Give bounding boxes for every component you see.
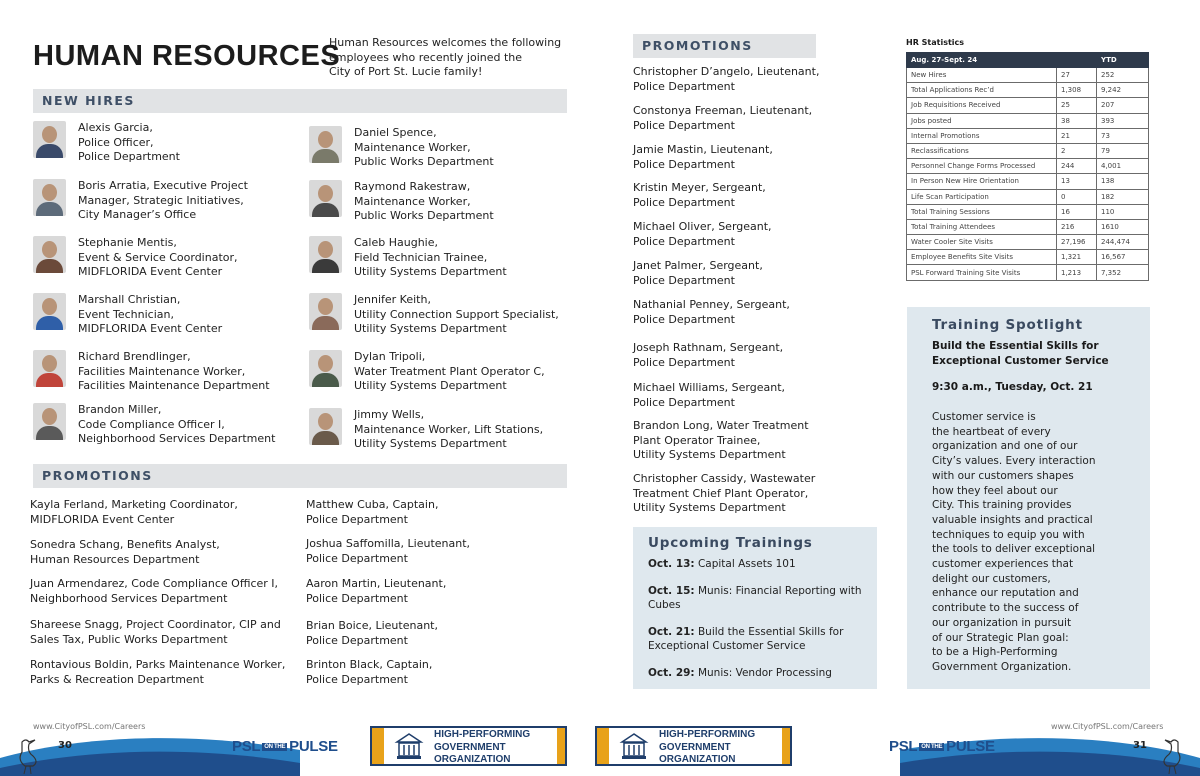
- stats-period-value: 216: [1057, 219, 1097, 234]
- new-hire-entry: [33, 179, 248, 223]
- new-hire-line: Public Works Department: [354, 209, 494, 222]
- new-hire-entry: [309, 350, 545, 394]
- city-hall-icon: [384, 728, 434, 764]
- new-hire-line: Alexis Garcia,: [78, 121, 153, 134]
- stats-label: PSL Forward Training Site Visits: [907, 265, 1057, 280]
- promotion-line: Rontavious Boldin, Parks Maintenance Worker,: [30, 658, 286, 671]
- upcoming-training-item: [648, 584, 862, 612]
- new-hire-line: Event Technician,: [78, 307, 174, 321]
- stats-title: HR Statistics: [906, 38, 965, 47]
- promotion-line: Aaron Martin, Lieutenant,: [306, 577, 447, 590]
- stats-label: Total Training Attendees: [907, 219, 1057, 234]
- stats-ytd-value: 182: [1097, 189, 1149, 204]
- promotions-heading-right: PROMOTIONS: [633, 34, 816, 58]
- page-title: HUMAN RESOURCES: [33, 40, 341, 72]
- promotion-entry: [633, 143, 773, 172]
- promotion-line: Shareese Snagg, Project Coordinator, CIP and: [30, 618, 281, 631]
- hpgo-badge-left: HIGH-PERFORMING GOVERNMENT ORGANIZATION: [370, 726, 567, 766]
- stats-ytd-value: 16,567: [1097, 250, 1149, 265]
- stats-ytd-value: 79: [1097, 143, 1149, 158]
- spotlight-body-line: valuable insights and practical: [932, 513, 1093, 526]
- stats-period-value: 2: [1057, 143, 1097, 158]
- stats-row: [907, 265, 1149, 280]
- spotlight-body-line: contribute to the success of: [932, 602, 1079, 615]
- stats-row: [907, 128, 1149, 143]
- stats-period-value: 0: [1057, 189, 1097, 204]
- new-hire-line: MIDFLORIDA Event Center: [78, 322, 223, 335]
- footer-url-left[interactable]: www.CityofPSL.com/Careers: [33, 722, 146, 731]
- stats-period-value: 13: [1057, 174, 1097, 189]
- promotion-line: Brandon Long, Water Treatment: [633, 419, 809, 432]
- new-hire-line: Event & Service Coordinator,: [78, 250, 238, 264]
- stats-header-ytd: YTD: [1097, 53, 1149, 68]
- new-hire-line: Marshall Christian,: [78, 293, 181, 306]
- psl-pulse-logo-left: PSL ON THE PULSE: [232, 738, 338, 755]
- stats-header-row: [907, 53, 1149, 68]
- spotlight-body-line: our organization in pursuit: [932, 616, 1072, 629]
- spotlight-body-line: the tools to deliver exceptional: [932, 543, 1096, 556]
- new-hire-entry: [309, 126, 494, 170]
- new-hire-text: [78, 293, 222, 337]
- stats-ytd-value: 7,352: [1097, 265, 1149, 280]
- employee-photo: [309, 408, 342, 445]
- new-hire-text: [354, 293, 559, 337]
- promotion-entry: [30, 658, 285, 687]
- stats-ytd-value: 393: [1097, 113, 1149, 128]
- spotlight-body-line: delight our customers,: [932, 572, 1051, 585]
- stats-label: Personnel Change Forms Processed: [907, 159, 1057, 174]
- stats-row: [907, 68, 1149, 83]
- stats-period-value: 38: [1057, 113, 1097, 128]
- new-hire-line: Police Department: [78, 150, 180, 163]
- new-hire-line: Maintenance Worker,: [354, 140, 471, 154]
- stats-label: Employee Benefits Site Visits: [907, 250, 1057, 265]
- promotion-line: MIDFLORIDA Event Center: [30, 512, 175, 526]
- promotion-entry: [306, 498, 438, 527]
- promotion-line: Matthew Cuba, Captain,: [306, 498, 439, 511]
- new-hire-text: [354, 236, 507, 280]
- new-hire-line: Boris Arratia, Executive Project: [78, 179, 248, 192]
- promotion-line: Juan Armendarez, Code Compliance Officer I,: [30, 577, 279, 590]
- upcoming-trainings-box: [633, 527, 877, 689]
- promotion-line: Kristin Meyer, Sergeant,: [633, 181, 766, 194]
- promotion-line: Sonedra Schang, Benefits Analyst,: [30, 538, 220, 551]
- training-title: Build the Essential Skills for Exceptional Customer Service: [648, 626, 844, 652]
- stats-row: [907, 250, 1149, 265]
- new-hire-line: Code Compliance Officer I,: [78, 417, 225, 431]
- stats-row: [907, 113, 1149, 128]
- training-date: Oct. 21:: [648, 626, 695, 638]
- heron-icon: [12, 736, 44, 774]
- promotion-entry: [633, 65, 819, 94]
- employee-photo: [309, 126, 342, 163]
- new-hire-line: Field Technician Trainee,: [354, 250, 488, 264]
- employee-photo: [309, 236, 342, 273]
- stats-ytd-value: 252: [1097, 68, 1149, 83]
- stats-label: Water Cooler Site Visits: [907, 235, 1057, 250]
- spotlight-body-line: techniques to equip you with: [932, 528, 1085, 541]
- promotion-line: Police Department: [306, 672, 408, 686]
- stats-row: [907, 235, 1149, 250]
- stats-label: Total Training Sessions: [907, 204, 1057, 219]
- new-hire-line: Maintenance Worker, Lift Stations,: [354, 422, 544, 436]
- new-hire-line: Facilities Maintenance Department: [78, 379, 270, 392]
- spotlight-body-line: with our customers shapes: [932, 469, 1074, 482]
- new-hire-text: [354, 180, 494, 224]
- stats-period-value: 244: [1057, 159, 1097, 174]
- new-hire-line: Police Officer,: [78, 135, 154, 149]
- promotion-line: Parks & Recreation Department: [30, 672, 204, 686]
- upcoming-training-item: [648, 666, 862, 680]
- spotlight-body-line: the heartbeat of every: [932, 425, 1051, 438]
- stats-period-value: 21: [1057, 128, 1097, 143]
- new-hire-line: Water Treatment Plant Operator C,: [354, 364, 545, 378]
- promotion-line: Brian Boice, Lieutenant,: [306, 619, 438, 632]
- promotion-line: Neighborhood Services Department: [30, 591, 228, 605]
- stats-ytd-value: 207: [1097, 98, 1149, 113]
- stats-row: [907, 189, 1149, 204]
- new-hire-line: Facilities Maintenance Worker,: [78, 364, 246, 378]
- upcoming-training-item: [648, 625, 862, 653]
- stats-ytd-value: 244,474: [1097, 235, 1149, 250]
- promotion-entry: [633, 104, 812, 133]
- stats-row: [907, 143, 1149, 158]
- promotion-line: Brinton Black, Captain,: [306, 658, 433, 671]
- stats-period-value: 27,196: [1057, 235, 1097, 250]
- promotion-line: Police Department: [633, 312, 735, 326]
- spotlight-body-line: City’s values. Every interaction: [932, 455, 1096, 468]
- stats-period-value: 27: [1057, 68, 1097, 83]
- employee-photo: [309, 180, 342, 217]
- promotion-entry: [30, 618, 281, 647]
- new-hire-line: Jimmy Wells,: [354, 408, 425, 421]
- new-hire-line: Dylan Tripoli,: [354, 350, 426, 363]
- promotion-entry: [633, 259, 763, 288]
- promotion-line: Police Department: [306, 551, 408, 565]
- promotion-entry: [633, 341, 783, 370]
- stats-ytd-value: 73: [1097, 128, 1149, 143]
- stats-period-value: 1,213: [1057, 265, 1097, 280]
- promotion-entry: [30, 498, 238, 527]
- new-hire-entry: [309, 293, 559, 337]
- training-date: Oct. 13:: [648, 558, 695, 570]
- stats-label: Jobs posted: [907, 113, 1057, 128]
- spotlight-body-line: customer experiences that: [932, 558, 1074, 571]
- promotion-line: Police Department: [633, 355, 735, 369]
- new-hire-entry: [33, 236, 238, 280]
- new-hire-entry: [33, 350, 270, 394]
- new-hire-entry: [33, 403, 275, 447]
- training-title: Munis: Financial Reporting with Cubes: [648, 585, 862, 611]
- promotion-entry: [633, 472, 815, 516]
- promotion-entry: [633, 181, 766, 210]
- new-hire-entry: [309, 236, 507, 280]
- promotion-entry: [306, 619, 438, 648]
- new-hire-line: Manager, Strategic Initiatives,: [78, 193, 244, 207]
- new-hire-text: [78, 121, 180, 165]
- new-hire-line: Daniel Spence,: [354, 126, 437, 139]
- promotion-entry: [306, 577, 446, 606]
- training-title: Capital Assets 101: [694, 558, 796, 570]
- stats-row: [907, 98, 1149, 113]
- stats-header-period: Aug. 27-Sept. 24: [907, 53, 1057, 68]
- spotlight-body: [932, 410, 1125, 675]
- promotion-line: Police Department: [633, 79, 735, 93]
- promotion-entry: [30, 538, 220, 567]
- promotion-line: Police Department: [633, 157, 735, 171]
- stats-ytd-value: 9,242: [1097, 83, 1149, 98]
- employee-photo: [33, 236, 66, 273]
- new-hires-heading: NEW HIRES: [33, 89, 567, 113]
- promotion-line: Constonya Freeman, Lieutenant,: [633, 104, 813, 117]
- promotion-entry: [633, 298, 790, 327]
- new-hire-entry: [33, 121, 180, 165]
- stats-row: [907, 204, 1149, 219]
- new-hire-text: [354, 350, 545, 394]
- promotion-entry: [306, 658, 432, 687]
- new-hire-line: Richard Brendlinger,: [78, 350, 191, 363]
- employee-photo: [33, 293, 66, 330]
- spotlight-body-line: Government Organization.: [932, 660, 1072, 673]
- stats-row: [907, 174, 1149, 189]
- promotion-line: Nathanial Penney, Sergeant,: [633, 298, 790, 311]
- employee-photo: [33, 121, 66, 158]
- spotlight-when: 9:30 a.m., Tuesday, Oct. 21: [932, 381, 1093, 393]
- promotion-line: Police Department: [306, 591, 408, 605]
- new-hire-line: Jennifer Keith,: [354, 293, 431, 306]
- new-hire-line: Utility Connection Support Specialist,: [354, 307, 559, 321]
- spotlight-subtitle: Build the Essential Skills for Exceptional Customer Service: [932, 340, 1109, 367]
- stats-row: [907, 219, 1149, 234]
- new-hire-entry: [309, 408, 543, 452]
- promotion-line: Plant Operator Trainee,: [633, 433, 761, 447]
- training-date: Oct. 29:: [648, 667, 695, 679]
- promotion-line: Jamie Mastin, Lieutenant,: [633, 143, 773, 156]
- stats-label: Internal Promotions: [907, 128, 1057, 143]
- new-hire-text: [78, 350, 270, 394]
- stats-period-value: 16: [1057, 204, 1097, 219]
- new-hire-line: Raymond Rakestraw,: [354, 180, 471, 193]
- employee-photo: [33, 350, 66, 387]
- promotion-line: Police Department: [633, 118, 735, 132]
- new-hire-line: Utility Systems Department: [354, 379, 507, 392]
- promotion-line: Michael Oliver, Sergeant,: [633, 220, 772, 233]
- promotion-line: Police Department: [633, 395, 735, 409]
- stats-label: Reclassifications: [907, 143, 1057, 158]
- promotion-line: Kayla Ferland, Marketing Coordinator,: [30, 498, 238, 511]
- promotion-line: Joseph Rathnam, Sergeant,: [633, 341, 784, 354]
- new-hire-line: City Manager’s Office: [78, 208, 197, 221]
- promotion-line: Utility Systems Department: [633, 448, 786, 461]
- promotion-line: Sales Tax, Public Works Department: [30, 632, 228, 646]
- promotion-line: Christopher Cassidy, Wastewater: [633, 472, 816, 485]
- intro-text: Human Resources welcomes the following employees who recently joined the City of Port St. Lucie family!: [329, 36, 562, 78]
- stats-ytd-value: 1610: [1097, 219, 1149, 234]
- new-hire-text: [354, 408, 543, 452]
- training-spotlight-heading: Training Spotlight: [932, 317, 1083, 333]
- page-number-left: 30: [58, 740, 72, 751]
- spotlight-body-line: enhance our reputation and: [932, 587, 1079, 600]
- new-hire-line: Neighborhood Services Department: [78, 432, 276, 445]
- stats-label: In Person New Hire Orientation: [907, 174, 1057, 189]
- spotlight-body-line: to be a High-Performing: [932, 646, 1058, 659]
- training-title: Munis: Vendor Processing: [694, 667, 832, 679]
- employee-photo: [309, 350, 342, 387]
- spotlight-body-line: Customer service is: [932, 411, 1036, 423]
- new-hire-line: Stephanie Mentis,: [78, 236, 177, 249]
- spotlight-body-line: of our Strategic Plan goal:: [932, 631, 1069, 644]
- stats-period-value: 1,308: [1057, 83, 1097, 98]
- stats-label: Job Requisitions Received: [907, 98, 1057, 113]
- new-hire-text: [78, 403, 275, 447]
- stats-ytd-value: 138: [1097, 174, 1149, 189]
- promotion-line: Treatment Chief Plant Operator,: [633, 486, 809, 500]
- promotion-line: Christopher D’angelo, Lieutenant,: [633, 65, 820, 78]
- spotlight-body-line: organization and one of our: [932, 440, 1078, 453]
- promotion-line: Joshua Saffomilla, Lieutenant,: [306, 537, 471, 550]
- stats-row: [907, 159, 1149, 174]
- new-hire-line: Caleb Haughie,: [354, 236, 438, 249]
- city-hall-icon: [609, 728, 659, 764]
- promotion-line: Police Department: [633, 195, 735, 209]
- hr-stats-table: [906, 52, 1149, 281]
- promotion-line: Michael Williams, Sergeant,: [633, 381, 786, 394]
- promotion-entry: [306, 537, 470, 566]
- promotion-line: Utility Systems Department: [633, 501, 786, 514]
- stats-label: New Hires: [907, 68, 1057, 83]
- stats-header-blank: [1057, 53, 1097, 68]
- new-hire-entry: [33, 293, 222, 337]
- stats-period-value: 1,321: [1057, 250, 1097, 265]
- promotion-entry: [633, 220, 772, 249]
- new-hire-text: [78, 179, 248, 223]
- new-hire-entry: [309, 180, 494, 224]
- employee-photo: [33, 403, 66, 440]
- new-hire-line: Brandon Miller,: [78, 403, 162, 416]
- new-hire-line: Utility Systems Department: [354, 265, 507, 278]
- stats-row: [907, 83, 1149, 98]
- employee-photo: [33, 179, 66, 216]
- employee-photo: [309, 293, 342, 330]
- stats-period-value: 25: [1057, 98, 1097, 113]
- promotion-line: Police Department: [633, 273, 735, 287]
- spotlight-body-line: how they feel about our: [932, 484, 1058, 497]
- stats-label: Total Applications Rec’d: [907, 83, 1057, 98]
- page-number-right: 31: [1133, 740, 1147, 751]
- training-date: Oct. 15:: [648, 585, 695, 597]
- new-hire-line: Utility Systems Department: [354, 437, 507, 450]
- training-spotlight-box: [907, 307, 1150, 689]
- spotlight-body-line: City. This training provides: [932, 499, 1072, 512]
- promotion-line: Police Department: [306, 512, 408, 526]
- new-hire-text: [78, 236, 238, 280]
- footer-url-right[interactable]: www.CityofPSL.com/Careers: [1051, 722, 1164, 731]
- stats-ytd-value: 110: [1097, 204, 1149, 219]
- promotions-heading-left: PROMOTIONS: [33, 464, 567, 488]
- heron-icon-right: [1156, 736, 1188, 774]
- stats-ytd-value: 4,001: [1097, 159, 1149, 174]
- promotion-line: Janet Palmer, Sergeant,: [633, 259, 763, 272]
- promotion-line: Human Resources Department: [30, 552, 200, 566]
- promotion-entry: [30, 577, 278, 606]
- new-hire-line: Maintenance Worker,: [354, 194, 471, 208]
- promotion-entry: [633, 419, 809, 463]
- stats-label: Life Scan Participation: [907, 189, 1057, 204]
- new-hire-line: MIDFLORIDA Event Center: [78, 265, 223, 278]
- promotion-line: Police Department: [306, 633, 408, 647]
- psl-pulse-logo-right: PSL ON THE PULSE: [889, 738, 995, 755]
- hpgo-badge-right: HIGH-PERFORMING GOVERNMENT ORGANIZATION: [595, 726, 792, 766]
- upcoming-training-item: [648, 557, 862, 571]
- promotion-entry: [633, 381, 785, 410]
- upcoming-trainings-heading: Upcoming Trainings: [648, 535, 813, 551]
- new-hire-text: [354, 126, 494, 170]
- new-hire-line: Public Works Department: [354, 155, 494, 168]
- promotion-line: Police Department: [633, 234, 735, 248]
- new-hire-line: Utility Systems Department: [354, 322, 507, 335]
